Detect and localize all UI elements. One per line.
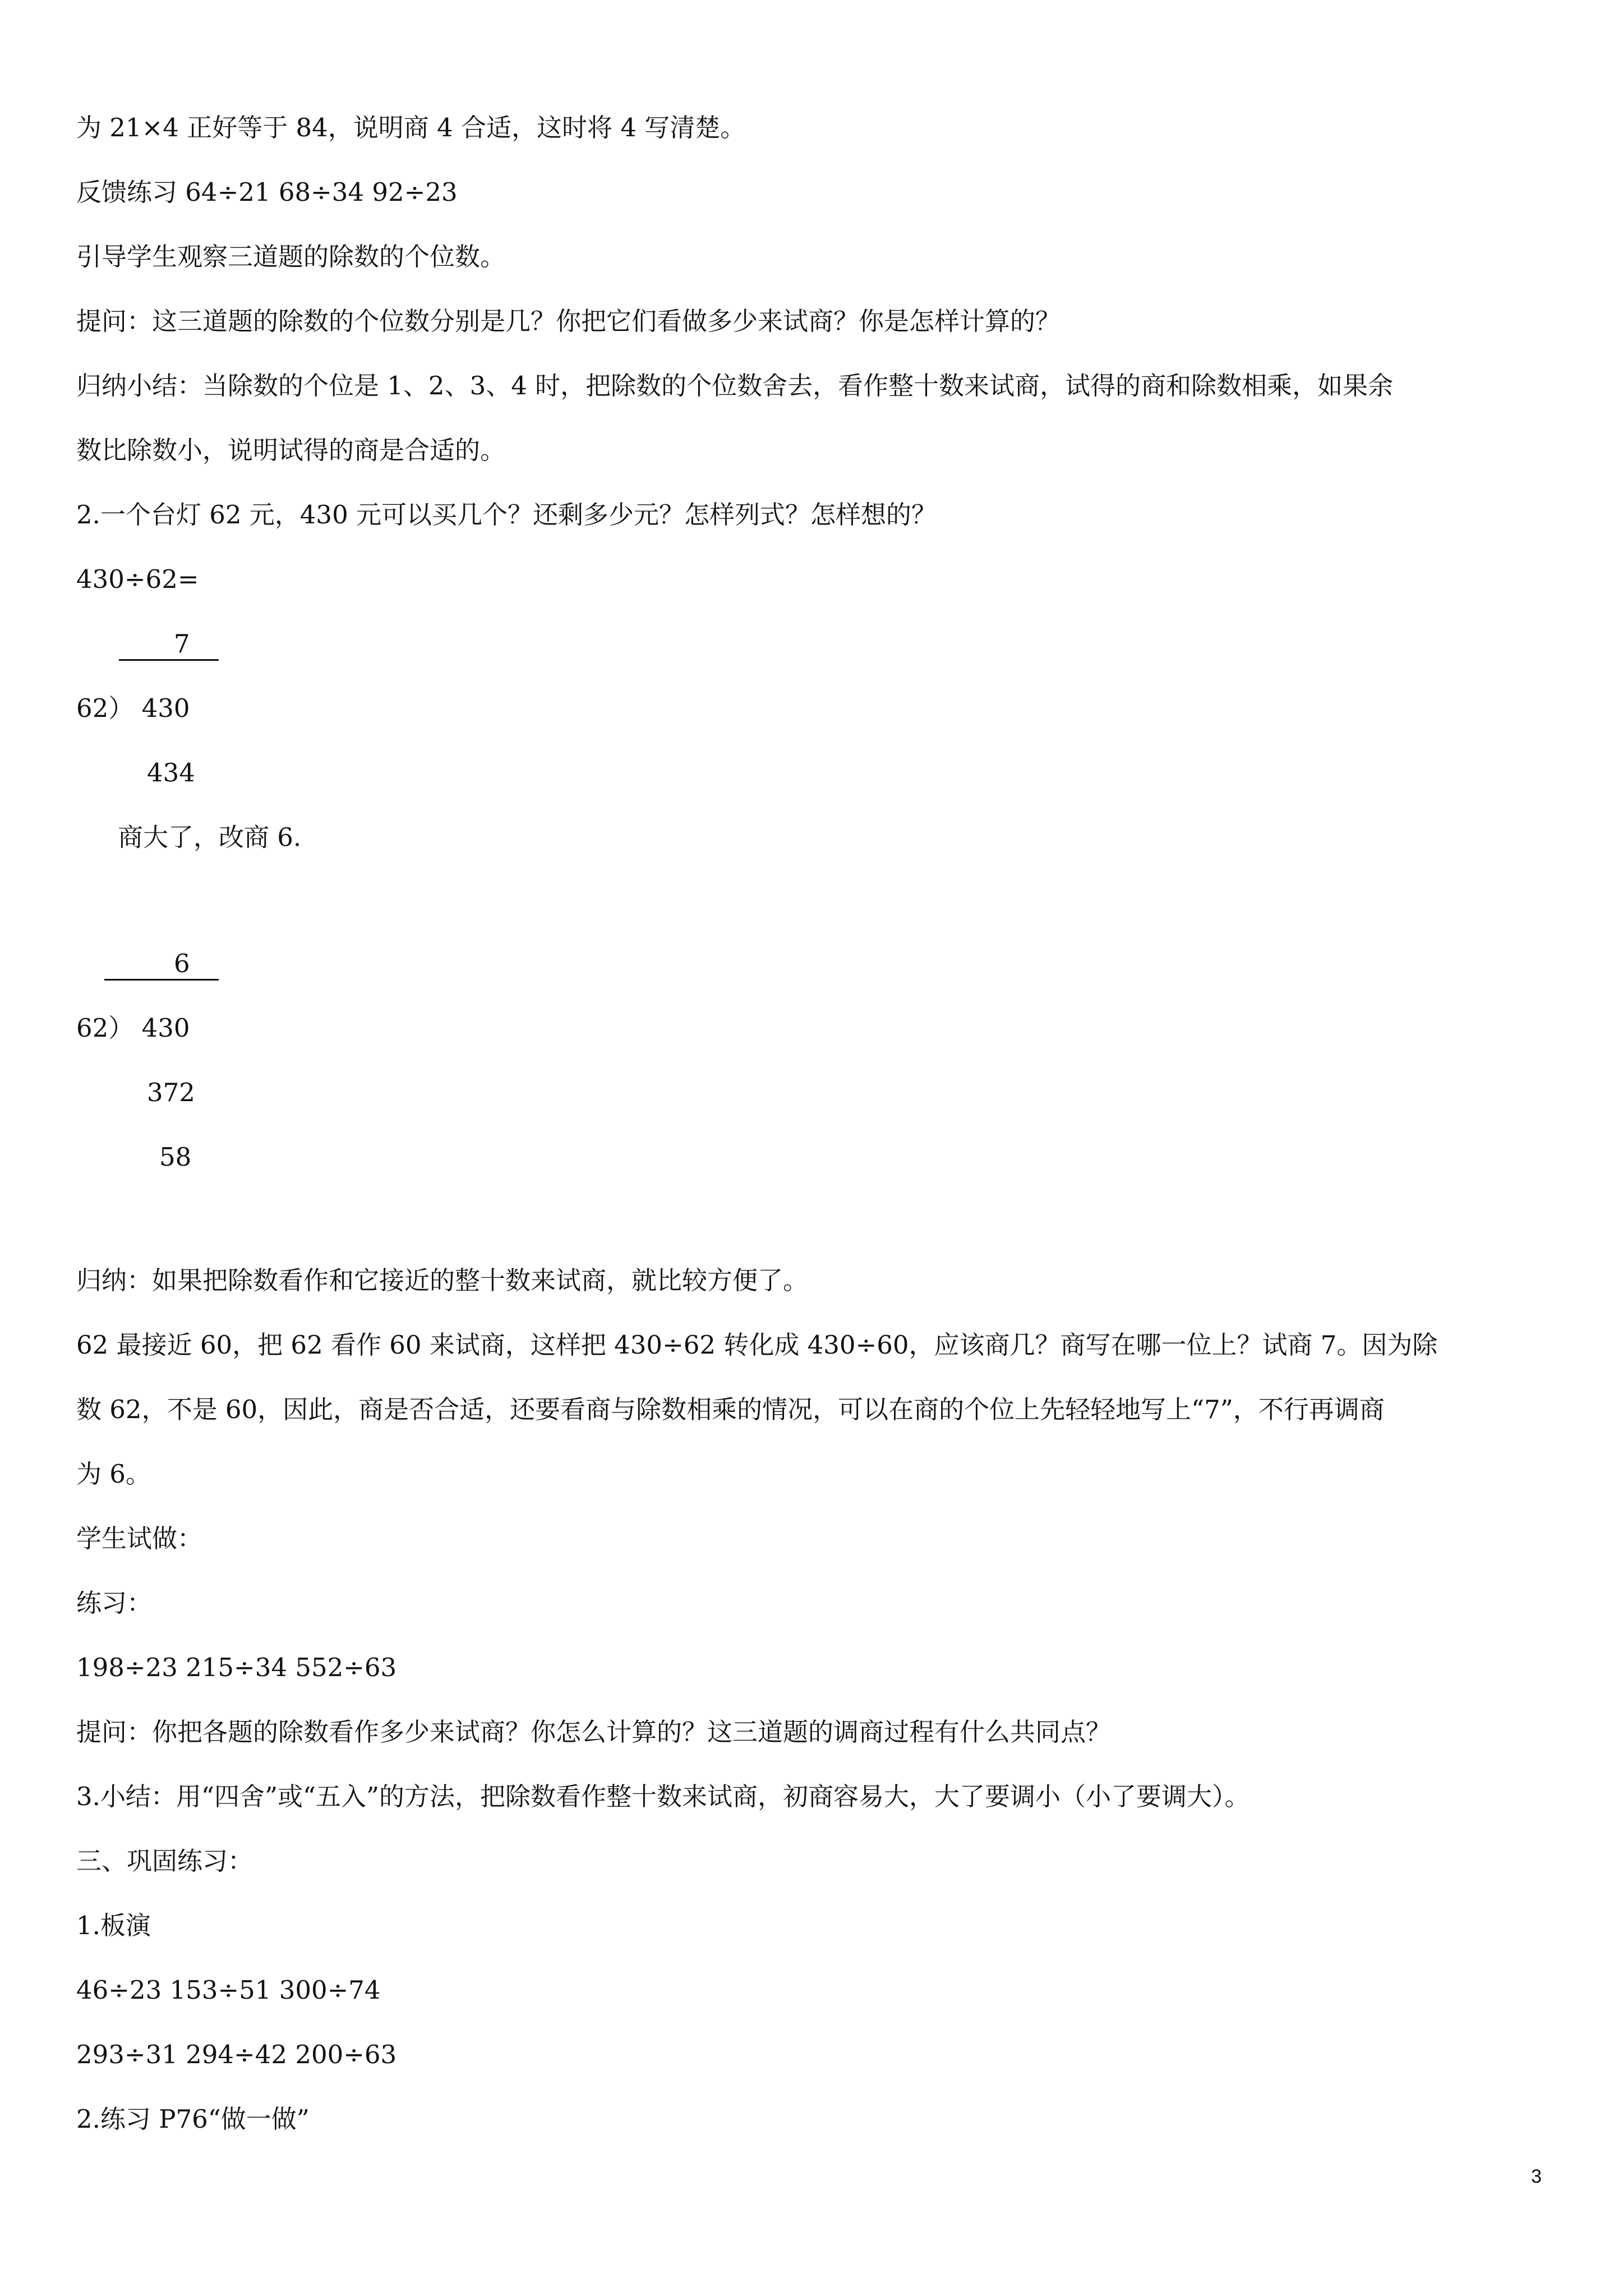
text-line: 学生试做： [76,1524,203,1553]
text-line: 数 62，不是 60，因此，商是否合适，还要看商与除数相乘的情况，可以在商的个位上先轻轻地写上“7”，不行再调商 [76,1395,1385,1424]
text-line: 46÷23 153÷51 300÷74 [76,1975,381,2005]
text-line: 反馈练习 64÷21 68÷34 92÷23 [76,177,458,207]
division-line: 372 [147,1078,195,1107]
text-line: 商大了，改商 6. [118,822,302,852]
text-line: 练习： [76,1588,153,1618]
text-line: 引导学生观察三道题的除数的个位数。 [76,242,506,272]
division-quotient: 6 [174,949,190,978]
text-line: 2.一个台灯 62 元，430 元可以买几个？还剩多少元？怎样列式？怎样想的？ [76,500,937,530]
text-line: 为 21×4 正好等于 84，说明商 4 合适，这时将 4 写清楚。 [76,113,746,142]
text-line: 430÷62= [76,564,199,594]
text-line: 提问：这三道题的除数的个位数分别是几？你把它们看做多少来试商？你是怎样计算的？ [76,306,1061,336]
text-line: 293÷31 294÷42 200÷63 [76,2040,397,2069]
division-line: 62） 430 [76,1013,190,1043]
division-quotient: 7 [174,629,190,659]
page-number: 3 [1531,2166,1542,2187]
division-bar [104,979,219,981]
division-bar [119,659,219,661]
division-line: 58 [159,1142,192,1172]
text-line: 为 6。 [76,1459,151,1489]
text-line: 归纳：如果把除数看作和它接近的整十数来试商，就比较方便了。 [76,1266,809,1295]
text-line: 数比除数小，说明试得的商是合适的。 [76,435,506,465]
text-line: 3.小结：用“四舍”或“五入”的方法，把除数看作整十数来试商，初商容易大，大了要调小（小了要调大）。 [76,1782,1250,1811]
text-line: 1.板演 [76,1911,151,1940]
text-line: 三、巩固练习： [76,1846,253,1876]
text-line: 198÷23 215÷34 552÷63 [76,1653,397,1682]
text-line: 2.练习 P76“做一做” [76,2104,310,2134]
division-line: 62） 430 [76,693,190,723]
text-line: 62 最接近 60，把 62 看作 60 来试商，这样把 430÷62 转化成 430÷60，应该商几？商写在哪一位上？试商 7。因为除 [76,1330,1438,1360]
text-line: 归纳小结：当除数的个位是 1、2、3、4 时，把除数的个位数舍去，看作整十数来试商，试得的商和除数相乘，如果余 [76,371,1394,401]
division-line: 434 [147,758,195,788]
text-line: 提问：你把各题的除数看作多少来试商？你怎么计算的？这三道题的调商过程有什么共同点？ [76,1717,1112,1747]
